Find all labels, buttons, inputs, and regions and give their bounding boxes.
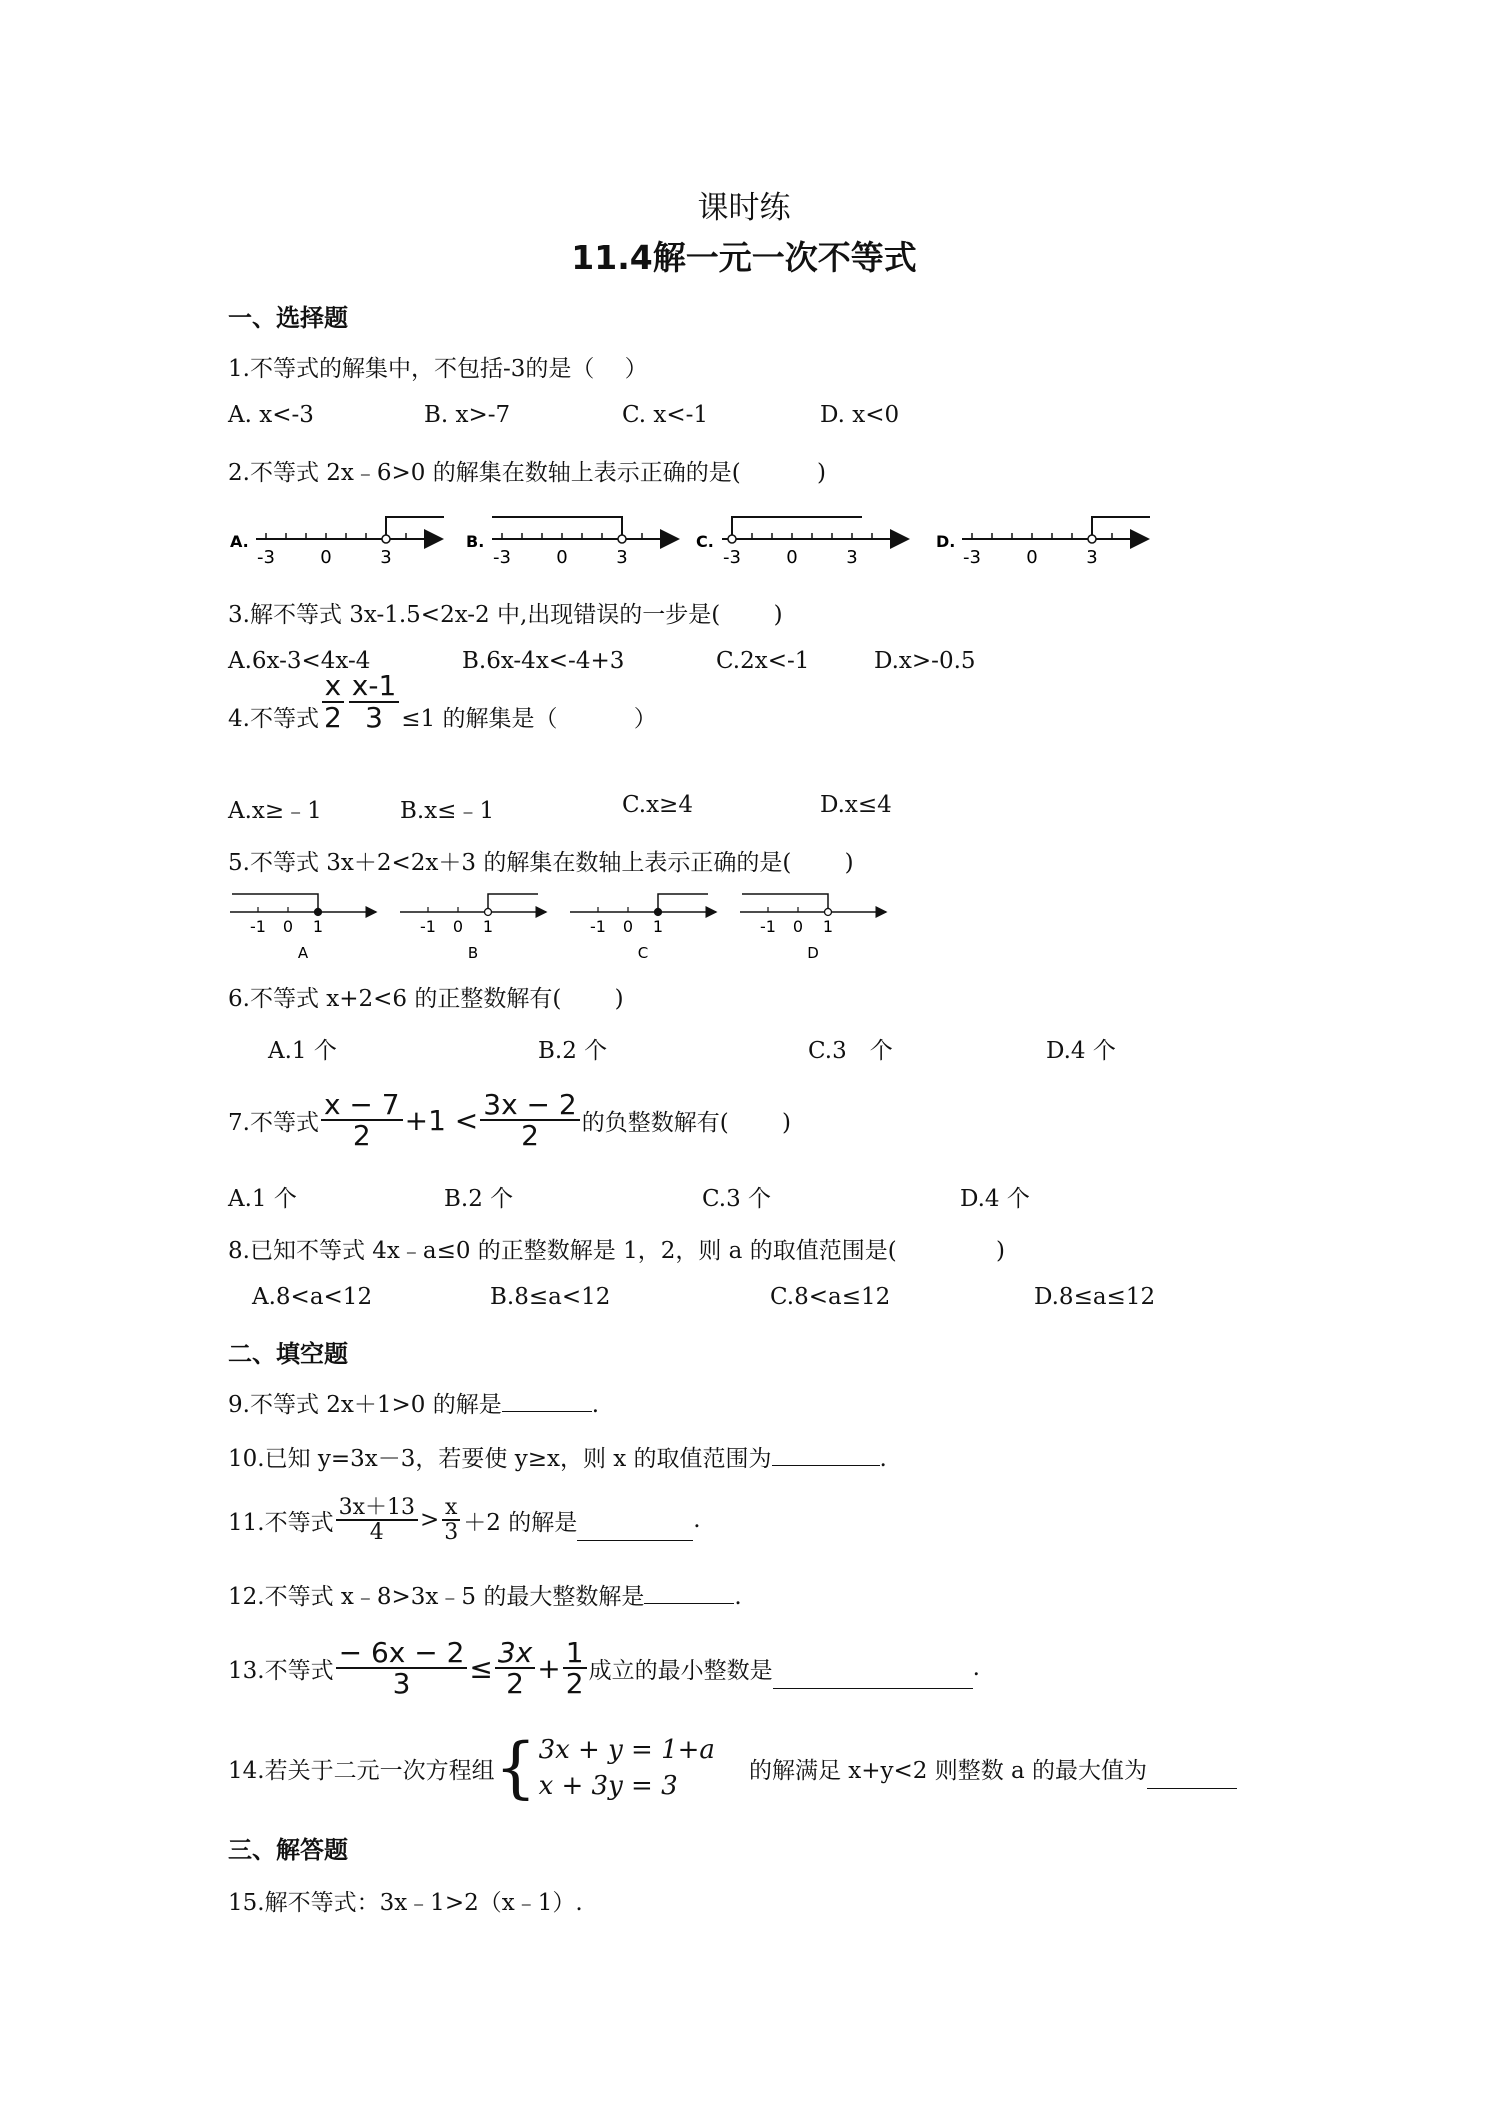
- q13-prefix: 13.不等式: [228, 1657, 334, 1684]
- q10-stem: 10.已知 y=3x－3，若要使 y≥x，则 x 的取值范围为: [228, 1446, 772, 1472]
- q5-solution-bracket: [232, 894, 318, 912]
- q2-line-C.: [696, 517, 906, 568]
- q2-solution-bracket: [1092, 517, 1150, 539]
- q2-tick-label: 3: [616, 547, 628, 568]
- q5-option-label: D: [807, 944, 819, 962]
- q2-tick-label: 3: [1086, 547, 1098, 568]
- q3-option-a: A.6x-3<4x-4: [228, 648, 371, 674]
- section-answer-heading: 三、解答题: [228, 1836, 348, 1864]
- q7-frac1-den: 2: [352, 1119, 371, 1152]
- page-title: 11.4解一元一次不等式: [571, 238, 917, 277]
- q11-answer-blank[interactable]: [577, 1520, 693, 1541]
- q5-line-C: [570, 894, 716, 962]
- q4-prefix: 4.不等式: [228, 706, 319, 732]
- q9-end: .: [591, 1392, 600, 1418]
- q9-stem: 9.不等式 2x＋1>0 的解是: [228, 1392, 502, 1418]
- q11-frac2-num: x: [442, 1496, 460, 1521]
- q5-tick-label: 1: [312, 917, 324, 936]
- q1-option-a: A. x<-3: [228, 402, 314, 428]
- q4-fraction-2: [349, 671, 400, 732]
- q11-fraction-1: [336, 1496, 418, 1544]
- q13-frac1-den: 3: [392, 1667, 411, 1700]
- q4-option-b: B.x≤﹣1: [400, 798, 495, 824]
- q8-option-d: D.8≤a≤12: [1034, 1284, 1156, 1310]
- q14-equation-system: [494, 1729, 715, 1806]
- q13-frac2-num: 3x: [495, 1638, 535, 1669]
- q7-option-d: D.4 个: [960, 1186, 1030, 1212]
- q11-end: .: [693, 1507, 701, 1533]
- question-15-stem: 15.解不等式：3x﹣1>2（x﹣1）.: [228, 1890, 583, 1916]
- q13-frac1-num: − 6x − 2: [336, 1638, 468, 1669]
- q7-frac2-den: 2: [521, 1119, 539, 1152]
- q5-open-point: [485, 909, 492, 916]
- q2-open-point: [618, 535, 626, 543]
- q2-number-lines: [228, 505, 1188, 577]
- q5-tick-label: -1: [590, 917, 606, 936]
- q4-frac1-num: x: [322, 671, 345, 702]
- q11-middle: >: [419, 1507, 440, 1533]
- q5-line-B: [400, 894, 546, 962]
- q5-option-label: B: [467, 944, 479, 962]
- q10-answer-blank[interactable]: [772, 1445, 880, 1466]
- q2-option-label: C.: [696, 532, 714, 551]
- q1-option-c: C. x<-1: [622, 402, 709, 428]
- q2-line-D.: [936, 517, 1150, 568]
- q2-line-A.: [230, 517, 444, 568]
- q7-option-b: B.2 个: [444, 1186, 514, 1212]
- q2-open-point: [728, 535, 736, 543]
- q13-answer-blank[interactable]: [773, 1668, 973, 1689]
- q5-option-label: C: [637, 944, 649, 962]
- question-11: [228, 1484, 701, 1556]
- q3-option-d: D.x>-0.5: [874, 648, 976, 674]
- q6-option-d: D.4 个: [1046, 1038, 1116, 1064]
- q5-tick-label: 0: [792, 917, 804, 936]
- q2-option-label: A.: [230, 532, 249, 551]
- q5-tick-label: 1: [652, 917, 664, 936]
- q2-tick-label: -3: [257, 547, 275, 568]
- q2-tick-label: 3: [380, 547, 392, 568]
- q8-option-c: C.8<a≤12: [770, 1284, 891, 1310]
- question-12: [228, 1578, 742, 1611]
- q12-end: .: [734, 1584, 742, 1610]
- question-14: [228, 1720, 1237, 1816]
- q13-fraction-2: [495, 1635, 535, 1700]
- question-5-stem: 5.不等式 3x＋2<2x＋3 的解集在数轴上表示正确的是( ): [228, 850, 854, 876]
- q3-option-b: B.6x-4x<-4+3: [462, 648, 625, 674]
- q6-option-a: A.1 个: [268, 1038, 337, 1064]
- q11-frac1-num: 3x＋13: [336, 1496, 418, 1521]
- question-10: [228, 1440, 887, 1473]
- q2-tick-label: -3: [723, 547, 741, 568]
- q5-tick-label: 1: [822, 917, 834, 936]
- q11-frac1-den: 4: [369, 1520, 384, 1545]
- q13-frac3-num: 1: [563, 1638, 587, 1669]
- q14-answer-blank[interactable]: [1147, 1768, 1237, 1789]
- q10-end: .: [879, 1446, 887, 1472]
- q5-tick-label: 0: [622, 917, 634, 936]
- q14-equation-2: x + 3y = 3: [538, 1771, 678, 1801]
- q11-fraction-2: [441, 1496, 461, 1544]
- q5-tick-label: 0: [452, 917, 464, 936]
- q7-option-a: A.1 个: [228, 1186, 297, 1212]
- q7-option-c: C.3 个: [702, 1186, 772, 1212]
- question-2-stem: 2.不等式 2x﹣6>0 的解集在数轴上表示正确的是( ): [228, 460, 826, 486]
- q5-tick-label: 0: [282, 917, 294, 936]
- q5-solution-bracket: [488, 894, 538, 912]
- q7-frac2-num: 3x − 2: [480, 1090, 579, 1121]
- q13-plus: +: [537, 1651, 561, 1685]
- q13-end: .: [972, 1655, 980, 1681]
- section-fill-heading: 二、填空题: [228, 1340, 348, 1368]
- q7-fraction-1: [321, 1087, 403, 1152]
- q14-prefix: 14.若关于二元一次方程组: [228, 1757, 495, 1784]
- q11-prefix: 11.不等式: [228, 1509, 334, 1536]
- q4-frac2-num: x-1: [349, 671, 400, 702]
- q7-fraction-2: [480, 1087, 579, 1152]
- q7-middle: +1 <: [404, 1103, 479, 1137]
- q2-line-B.: [466, 517, 676, 568]
- q14-equation-1: 3x + y = 1+a: [538, 1734, 715, 1765]
- question-6-stem: 6.不等式 x+2<6 的正整数解有( ): [228, 986, 624, 1012]
- q1-option-b: B. x>-7: [424, 402, 511, 428]
- q4-suffix: ≤1 的解集是（ ）: [401, 706, 657, 732]
- q4-option-d: D.x≤4: [820, 792, 892, 818]
- q5-tick-label: -1: [420, 917, 436, 936]
- q8-option-a: A.8<a<12: [252, 1284, 373, 1310]
- q4-option-a: A.x≥﹣1: [228, 798, 322, 824]
- q4-frac1-den: 2: [323, 700, 342, 734]
- q13-frac3-den: 2: [565, 1667, 584, 1700]
- q5-solution-bracket: [742, 894, 828, 912]
- q13-fraction-1: [336, 1635, 468, 1700]
- q2-tick-label: 0: [320, 547, 332, 568]
- q5-line-D: [740, 894, 886, 962]
- q11-frac2-den: 3: [444, 1520, 459, 1545]
- q2-tick-label: 0: [786, 547, 798, 568]
- q12-answer-blank[interactable]: [644, 1583, 734, 1604]
- q2-solution-bracket: [386, 517, 444, 539]
- q6-option-c: C.3 个: [808, 1038, 893, 1064]
- q1-option-d: D. x<0: [820, 402, 900, 428]
- q5-option-label: A: [297, 944, 309, 962]
- q4-option-c: C.x≥4: [622, 792, 693, 818]
- q5-solid-point: [655, 909, 662, 916]
- q3-option-c: C.2x<-1: [716, 648, 810, 674]
- q2-open-point: [1088, 535, 1096, 543]
- q2-option-label: B.: [466, 532, 485, 551]
- q5-tick-label: 1: [482, 917, 494, 936]
- q14-suffix: 的解满足 x+y<2 则整数 a 的最大值为: [748, 1757, 1148, 1784]
- q2-tick-label: 3: [846, 547, 858, 568]
- q13-middle: ≤: [469, 1651, 493, 1685]
- q11-suffix: ＋2 的解是: [463, 1509, 578, 1536]
- question-13: [228, 1628, 980, 1708]
- q6-option-b: B.2 个: [538, 1038, 608, 1064]
- q13-frac2-den: 2: [506, 1667, 524, 1700]
- q5-line-A: [230, 894, 376, 962]
- q5-number-lines: [228, 884, 908, 964]
- q5-tick-label: -1: [250, 917, 266, 936]
- question-8-stem: 8.已知不等式 4x﹣a≤0 的正整数解是 1，2，则 a 的取值范围是( ): [228, 1238, 1005, 1264]
- section-choice-heading: 一、选择题: [228, 304, 348, 332]
- q7-prefix: 7.不等式: [228, 1109, 319, 1136]
- q2-tick-label: 0: [1026, 547, 1038, 568]
- q13-fraction-3: [563, 1635, 587, 1700]
- q5-open-point: [825, 909, 832, 916]
- q12-stem: 12.不等式 x﹣8>3x﹣5 的最大整数解是: [228, 1584, 645, 1610]
- question-3-stem: 3.解不等式 3x-1.5<2x-2 中,出现错误的一步是( ): [228, 602, 783, 628]
- q2-tick-label: 0: [556, 547, 568, 568]
- left-brace-icon: {: [494, 1729, 537, 1806]
- question-1-stem: 1.不等式的解集中，不包括-3的是（ ）: [228, 356, 648, 382]
- question-9: [228, 1386, 599, 1419]
- q7-frac1-num: x − 7: [321, 1090, 403, 1121]
- q4-frac2-den: 3: [365, 700, 383, 734]
- q13-suffix: 成立的最小整数是: [588, 1657, 773, 1684]
- q8-option-b: B.8≤a<12: [490, 1284, 611, 1310]
- q5-solid-point: [315, 909, 322, 916]
- page-subtitle: 课时练: [697, 190, 791, 226]
- q5-solution-bracket: [658, 894, 708, 912]
- q2-tick-label: -3: [493, 547, 511, 568]
- q9-answer-blank[interactable]: [502, 1391, 592, 1412]
- q2-tick-label: -3: [963, 547, 981, 568]
- q2-option-label: D.: [936, 532, 956, 551]
- question-7-stem: [228, 1084, 791, 1156]
- question-4-stem: [228, 669, 657, 734]
- q2-open-point: [382, 535, 390, 543]
- q4-fraction-1: [321, 671, 345, 732]
- q5-tick-label: -1: [760, 917, 776, 936]
- q7-suffix: 的负整数解有( ): [581, 1109, 791, 1136]
